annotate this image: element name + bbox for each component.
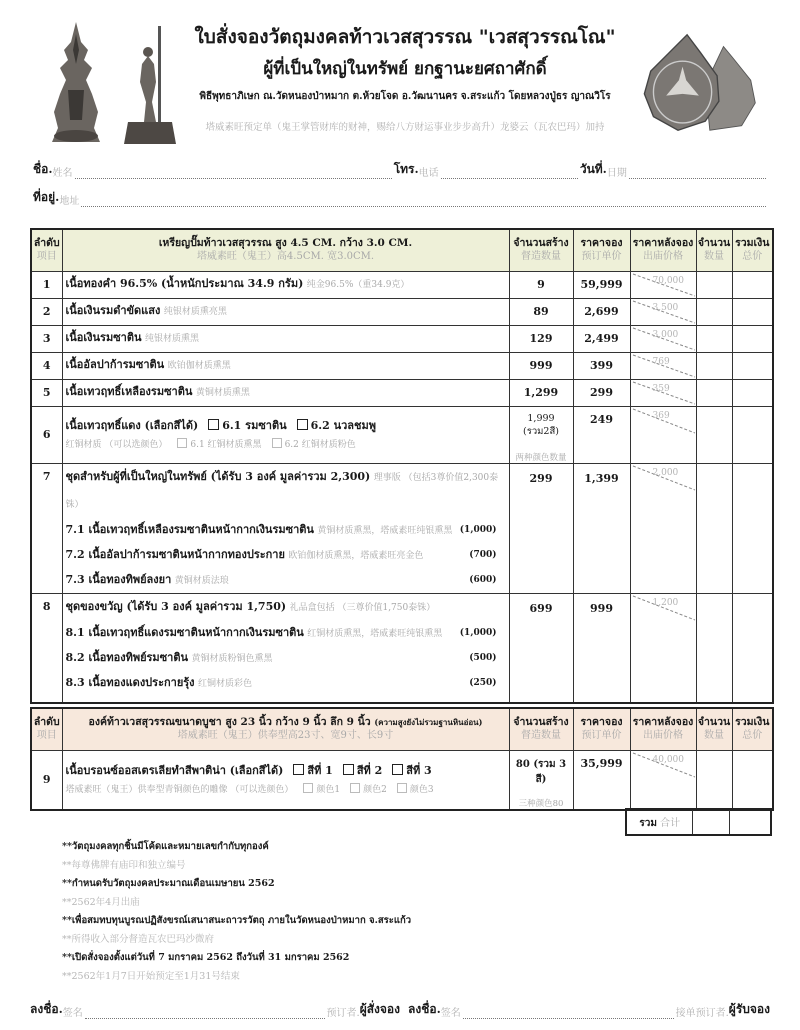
after-price: 1,200 [630,593,696,703]
col-price: ราคาจอง 预订单价 [573,229,630,271]
sum-total [729,809,771,835]
item-name-cn: 塔威素旺（鬼王）供奉型青铜颜色的雕像 （可以选颜色） [65,784,294,795]
booking-price: 2,699 [573,298,630,325]
item-name-cn: 欧铂伽材质熏黑 [167,361,231,371]
sign-label: ลงชื่อ. [30,1002,63,1016]
after-price: 769 [630,352,696,379]
qty-made: 80 (รวม 3 สี) 三种颜色80 [509,750,573,810]
item-description [62,379,509,406]
checkbox-icon [350,783,360,793]
item-name: เนื้อเงินรมซาติน [65,331,142,344]
total-cell [732,463,773,593]
address-placeholder: 地址 [59,196,80,207]
option-label: 6.2 นวลชมพู [310,418,377,432]
row-number: 2 [31,298,62,325]
booking-price: 249 [573,406,630,463]
item-name-cn: 黄铜材质熏黑 [195,388,250,398]
table-row [31,352,773,379]
after-price: 40,000 [630,750,696,810]
sub-item: 8.3 เนื้อทองแดงประกายรุ้ง 红铜材质彩色 (250) [65,675,497,689]
sign-placeholder: 签名 [62,1008,83,1019]
date-placeholder: 日期 [606,168,627,179]
address-line [33,188,768,207]
booking-price: 399 [573,352,630,379]
qty-made: 129 [509,325,573,352]
note-cn: **2562年4月出庙 [62,896,140,908]
qty-made: 89 [509,298,573,325]
row-number: 9 [31,750,62,810]
col-no: ลำดับ 项目 [31,708,62,750]
qty-input[interactable] [696,325,732,352]
qty-made: 699 [509,593,573,703]
col-qty-made: จำนวนสร้าง 督造数量 [509,708,573,750]
option-color-3-cn: 颜色3 [397,781,434,799]
option-color-2[interactable]: สีที่ 2 [343,761,382,781]
phone-placeholder: 电话 [418,168,439,179]
checkbox-icon [397,783,407,793]
after-price: 359 [630,379,696,406]
qty-input[interactable] [696,352,732,379]
col-qty-made: จำนวนสร้าง 督造数量 [509,229,573,271]
booking-price: 999 [573,593,630,703]
sub-item: 8.1 เนื้อเทวฤทธิ์แดงรมซาตินหน้ากากเงินรมซาติน 红铜材质熏黑，塔威素旺纯银熏黑 (1,000) [65,625,497,639]
total-cell [732,325,773,352]
standing-deity-statue-image [48,20,104,146]
row-number: 4 [31,352,62,379]
checkbox-icon [272,438,282,448]
address-field[interactable] [81,196,766,207]
after-price: 3,000 [630,325,696,352]
booking-price: 59,999 [573,271,630,298]
option-6-1[interactable] [208,416,286,436]
note-cn: **每尊佛牌有庙印和独立编号 [62,859,186,871]
item-name-cn: 礼品盒包括 （三尊价值1,750泰铢） [289,602,436,613]
item-description [62,593,509,703]
phone-field[interactable] [441,168,578,179]
coin-order-table [30,228,774,704]
after-price: 2,000 [630,463,696,593]
col-total: รวมเงิน 总价 [732,229,773,271]
sign-label: ลงชื่อ. [408,1002,441,1016]
phone-label: โทร. [393,162,419,176]
row-number: 6 [31,406,62,463]
after-price: 70,000 [630,271,696,298]
qty-input[interactable] [696,379,732,406]
checkbox-icon [208,419,219,430]
row-number: 8 [31,593,62,703]
booking-price: 2,499 [573,325,630,352]
orderer-signature [30,1000,400,1019]
after-price: 3,500 [630,298,696,325]
table-row [31,298,773,325]
checkbox-icon [177,438,187,448]
total-cell [732,352,773,379]
item-description [62,298,509,325]
col-qty: จำนวน 数量 [696,708,732,750]
receiver-signature-field[interactable] [463,1008,674,1019]
checkbox-icon [343,764,354,775]
qty-made: 999 [509,352,573,379]
date-field[interactable] [629,168,766,179]
note-cn: **所得收入部分督造瓦农巴玛沙微府 [62,933,215,945]
form-subtitle: ผู้ที่เป็นใหญ่ในทรัพย์ ยกฐานะยศถาศักดิ์ [263,59,547,79]
item-name: เนื้อเงินรมดำขัดแสง [65,304,161,317]
total-cell [732,379,773,406]
table-row [31,406,773,463]
receiver-label: ผู้รับจอง [728,1002,770,1016]
after-price: 369 [630,406,696,463]
item-name-cn: 纯金96.5%（重34.9克） [306,280,410,290]
row-number: 3 [31,325,62,352]
booking-price: 299 [573,379,630,406]
sub-item: 7.1 เนื้อเทวฤทธิ์เหลืองรมซาตินหน้ากากเงินรมซาติน 黄铜材质熏黑，塔威素旺纯银熏黑 (1,000) [65,522,497,536]
ceremony-text: พิธีพุทธาภิเษก ณ.วัดหนองป่าหมาก ต.ห้วยโจด อ.วัฒนานคร จ.สระแก้ว โดยหลวงปู่ธร ญาณวิโร [199,91,611,102]
ceremony-text-chinese: 塔威素旺预定单（鬼王掌管财库的财神，赐给八方财运事业步步高升）龙婆云（瓦农巴玛）加持 [205,122,605,133]
note: **กำหนดรับวัตถุมงคลประมาณเดือนเมษายน 2562 [62,878,275,889]
row-number: 7 [31,463,62,593]
table-row [31,325,773,352]
qty-made: 1,999 (รวม2สี) 两种颜色数量 [509,406,573,463]
qty-input[interactable] [696,593,732,703]
qty-input[interactable] [696,463,732,593]
option-color-1[interactable]: สีที่ 1 [293,761,332,781]
qty-made: 9 [509,271,573,298]
total-cell [732,271,773,298]
qty-made: 1,299 [509,379,573,406]
sum-qty [693,809,730,835]
col-no: ลำดับ 项目 [31,229,62,271]
option-color-1-cn: 颜色1 [303,781,340,799]
form-title: ใบสั่งจองวัตถุมงคลท้าวเวสสุวรรณ "เวสสุวรรณโณ" [194,26,616,48]
orderer-signature-field[interactable] [85,1008,325,1019]
orderer-label: ผู้สั่งจอง [359,1002,400,1016]
item-name: เนื้อบรอนซ์ออสเตรเลียทำสีพาติน่า (เลือกสีได้) [65,763,284,777]
item-name: ชุดของขวัญ (ได้รับ 3 องค์ มูลค่ารวม 1,750) [65,599,287,613]
booking-price: 1,399 [573,463,630,593]
item-name: ชุดสำหรับผู้ที่เป็นใหญ่ในทรัพย์ (ได้รับ 3 องค์ มูลค่ารวม 2,300) [65,469,371,483]
col-item: เหรียญปั๊มท้าวเวสสุวรรณ สูง 4.5 CM. กว้าง 3.0 CM. 塔威素旺（鬼王）高4.5CM. 宽3.0CM. [62,229,509,271]
option-6-1-cn: 6.1 红铜材质熏黑 [177,436,261,454]
item-description [62,406,509,463]
statue-order-table [30,707,774,811]
note: **เพื่อสมทบทุนบูรณปฏิสังขรณ์เสนาสนะถาวรวัตถุ ภายในวัดหนองป่าหมาก จ.สระแก้ว [62,915,412,926]
table-header [31,229,773,271]
sub-item: 8.2 เนื้อทองทิพย์รมซาติน 黄铜材质粉铜色熏黑 (500) [65,650,497,664]
name-field[interactable] [75,168,392,179]
table-row [31,593,773,703]
qty-input[interactable] [696,406,732,463]
row-number: 5 [31,379,62,406]
name-label: ชื่อ. [33,162,53,176]
qty-made: 299 [509,463,573,593]
checkbox-icon [303,783,313,793]
receiver-signature [408,1000,770,1019]
total-cell [732,406,773,463]
table-row [31,463,773,593]
address-label: ที่อยู่. [33,190,60,204]
sum-label: รวม 合计 [626,809,693,835]
checkbox-icon [297,419,308,430]
sum-table [625,808,772,836]
item-description [62,325,509,352]
item-name-cn: 理事版 （包括3尊价值2,300泰铢） [65,472,499,510]
item-name: เนื้อเทวฤทธิ์แดง (เลือกสีได้) [65,418,199,432]
qty-input[interactable] [696,298,732,325]
note: **วัตถุมงคลทุกชิ้นมีโค้ดและหมายเลขกำกับทุกองค์ [62,841,269,852]
col-qty: จำนวน 数量 [696,229,732,271]
qty-input[interactable] [696,271,732,298]
table-header [31,708,773,750]
col-after-price: ราคาหลังจอง 出庙价格 [630,708,696,750]
item-name: เนื้อเทวฤทธิ์เหลืองรมซาติน [65,385,193,398]
total-cell [732,750,773,810]
item-name-cn: 纯银材质熏黑 [145,334,200,344]
table-row [31,271,773,298]
checkbox-icon [293,764,304,775]
col-total: รวมเงิน 总价 [732,708,773,750]
table-row [31,379,773,406]
item-description [62,750,509,810]
item-name: เนื้อทองคำ 96.5% (น้ำหนักประมาณ 34.9 กรัม) [65,277,304,290]
item-description [62,352,509,379]
item-description [62,271,509,298]
name-placeholder: 姓名 [52,168,73,179]
col-item: องค์ท้าวเวสสุวรรณขนาดบูชา สูง 23 นิ้ว กว้าง 9 นิ้ว ลึก 9 นิ้ว (ความสูงยังไม่รวมฐานหินอ่อน) 塔威素旺（鬼王）供奉型高23寸、宽9寸、长9寸 [62,708,509,750]
option-color-2-cn: 颜色2 [350,781,387,799]
table-row [31,750,773,810]
total-cell [732,593,773,703]
item-name: เนื้ออัลปาก้ารมซาติน [65,358,165,371]
option-label: 6.1 รมซาติน [222,418,287,432]
orderer-label-cn: 预订者. [326,1008,360,1019]
option-6-2-cn: 6.2 红铜材质粉色 [272,436,356,454]
item-name-cn: 红铜材质 （可以选颜色） [65,439,168,450]
item-description [62,463,509,593]
col-price: ราคาจอง 预订单价 [573,708,630,750]
option-6-2[interactable] [297,416,376,436]
notes [62,838,622,986]
deity-with-staff-statue-image [122,22,178,146]
date-label: วันที่. [579,162,607,176]
sub-item: 7.3 เนื้อทองทิพย์ลงยา 黄铜材质法琅 (600) [65,572,497,586]
silver-medallion-coins-image [628,25,778,140]
sub-item: 7.2 เนื้ออัลปาก้ารมซาตินหน้ากากทองประกาย 欧铂伽材质熏黑，塔威素旺亮金色 (700) [65,547,497,561]
note-cn: **2562年1月7日开始预定至1月31号结束 [62,970,240,982]
sign-placeholder: 签名 [440,1008,461,1019]
total-cell [732,298,773,325]
booking-price: 35,999 [573,750,630,810]
note: **เปิดสั่งจองตั้งแต่วันที่ 7 มกราคม 2562 ถึงวันที่ 31 มกราคม 2562 [62,952,350,963]
col-after-price: ราคาหลังจอง 出庙价格 [630,229,696,271]
option-color-3[interactable]: สีที่ 3 [392,761,431,781]
row-number: 1 [31,271,62,298]
contact-line [33,160,768,179]
receiver-label-cn: 接单预订者. [675,1008,729,1019]
item-name-cn: 纯银材质熏亮黑 [163,307,227,317]
checkbox-icon [392,764,403,775]
qty-input[interactable] [696,750,732,810]
